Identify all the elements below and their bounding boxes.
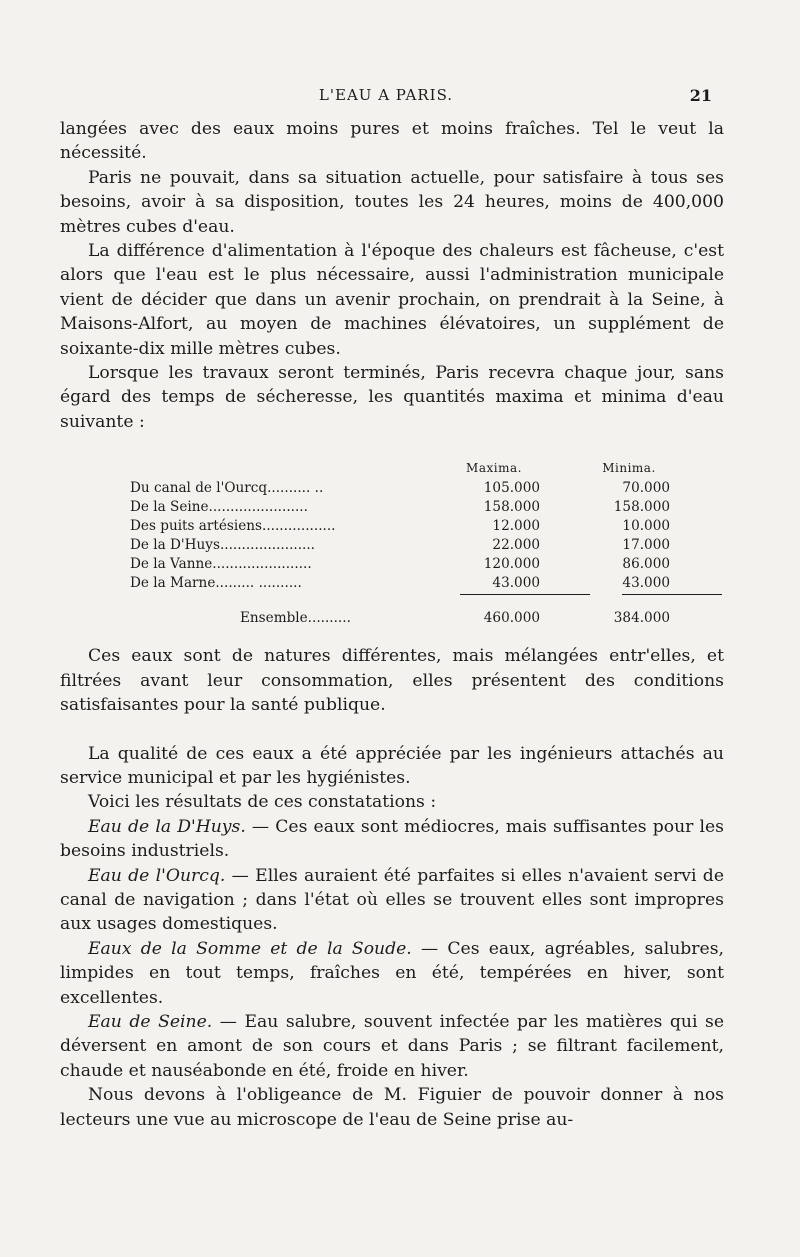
total-rule-maxima [460,594,590,595]
paragraph-dhuys [60,815,724,864]
text-dhuys: — Ces eaux sont médiocres, mais suffisantes pour les besoins industriels. [60,816,724,862]
total-maxima: 460.000 [483,610,540,627]
heading-ourcq: Eau de l'Ourcq. [88,865,226,886]
row-maxima: 43.000 [492,575,540,592]
row-label: De la D'Huys...................... [130,537,316,554]
paragraph-paris-needs: Paris ne pouvait, dans sa situation actuelle, pour satisfaire à tous ses besoins, avoir à sa disposition, toutes les 24 heures, moins de 400,000 mètres cubes d'eau. [60,167,724,237]
heading-seine: Eau de Seine. [88,1011,213,1032]
text-seine: — Eau salubre, souvent infectée par les matières qui se déversent en amont de son cours et dans Paris ; se filtrant facilement, chaude et nauséabonde en été, froide en hiver. [60,1011,724,1081]
row-minima: 43.000 [622,575,670,592]
paragraph-somme-soude [60,937,724,1010]
paragraph-results-intro: Voici les résultats de ces constatations : [88,792,437,813]
running-head [60,86,712,110]
table-row [130,495,670,514]
running-title: L'EAU A PARIS. [318,86,454,104]
row-label: Des puits artésiens................. [130,518,336,535]
row-maxima: 12.000 [492,518,540,535]
row-maxima: 158.000 [483,499,540,516]
row-label: De la Seine....................... [130,499,308,516]
row-minima: 158.000 [613,499,670,516]
paragraph-summer-supply: La différence d'alimentation à l'époque des chaleurs est fâcheuse, c'est alors que l'eau est le plus nécessaire, aussi l'administration municipale vient de décider que dans un avenir prochain, on prendrait à la Seine, à Maisons-Alfort, au moyen de machines élévatoires, un supplément de soixante-dix mille mètres cubes. [60,241,724,359]
total-rule-minima [622,594,722,595]
row-label: De la Vanne....................... [130,556,312,573]
paragraph-quality: La qualité de ces eaux a été appréciée par les ingénieurs attachés au service municipal et par les hygiénistes. [60,743,724,788]
table-row [130,514,670,533]
text-ourcq: — Elles auraient été parfaites si elles n'avaient servi de canal de navigation ; dans l'état où elles se trouvent elles sont impropres aux usages domestiques. [60,865,724,935]
row-maxima: 120.000 [483,556,540,573]
table-row [130,571,670,590]
table-row [130,552,670,571]
paragraph-ourcq [60,864,724,937]
row-maxima: 105.000 [483,480,540,497]
water-supply-table [60,434,724,644]
text-somme-soude: — Ces eaux, agréables, salubres, limpides en tout temps, fraîches en été, tempérées en hiver, sont excellentes. [60,938,724,1008]
paragraph-figuier: Nous devons à l'obligeance de M. Figuier de pouvoir donner à nos lecteurs une vue au microscope de l'eau de Seine prise au- [60,1085,724,1130]
row-minima: 70.000 [622,480,670,497]
total-label: Ensemble.......... [240,610,351,627]
row-minima: 17.000 [622,537,670,554]
row-label: De la Marne......... .......... [130,575,302,592]
heading-somme-soude: Eaux de la Somme et de la Soude. [88,938,412,959]
row-minima: 86.000 [622,556,670,573]
table-row [130,476,670,495]
column-header-minima: Minima. [602,461,656,476]
paragraph-water-nature: Ces eaux sont de natures différentes, mais mélangées entr'elles, et filtrées avant leur consommation, elles présentent des conditions satisfaisantes pour la santé publique. [60,646,724,716]
paragraph-continuation: langées avec des eaux moins pures et moins fraîches. Tel le veut la nécessité. [60,119,724,164]
heading-dhuys: Eau de la D'Huys. [88,816,246,837]
row-maxima: 22.000 [492,537,540,554]
row-label: Du canal de l'Ourcq.......... .. [130,480,324,497]
row-minima: 10.000 [622,518,670,535]
body-text [60,117,724,1132]
paragraph-quantities-intro: Lorsque les travaux seront terminés, Paris recevra chaque jour, sans égard des temps de sécheresse, les quantités maxima et minima d'eau suivante : [60,363,724,432]
table-total-row [130,606,670,625]
total-minima: 384.000 [613,610,670,627]
table-row [130,533,670,552]
column-header-maxima: Maxima. [466,461,522,476]
page-number: 21 [689,86,712,105]
paragraph-seine [60,1010,724,1083]
